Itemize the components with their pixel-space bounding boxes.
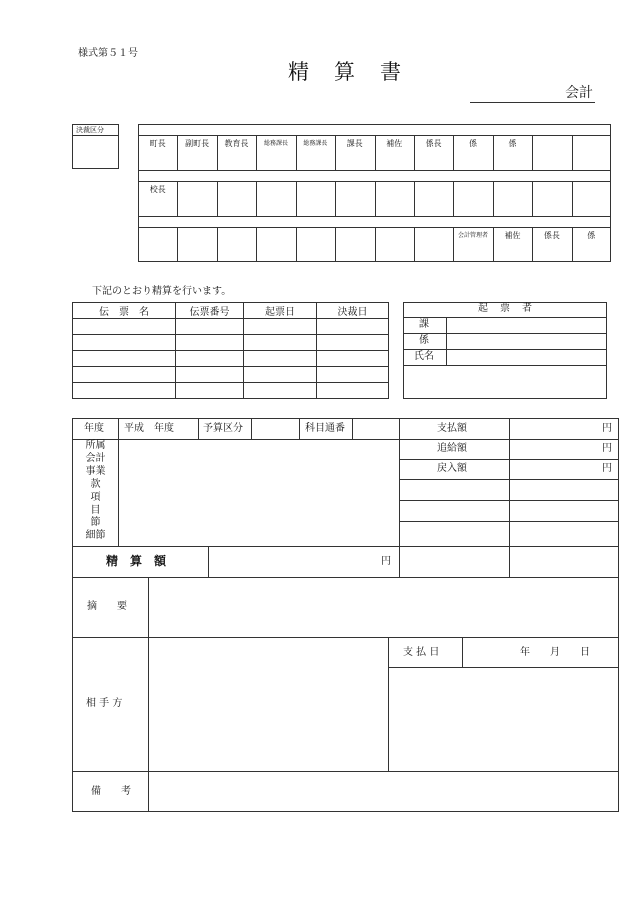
account-label: 款 [90,478,101,490]
approval-title: 総務課長 [263,140,288,147]
account-label: 目 [90,504,101,516]
intro-text: 下記のとおり精算を行います。 [92,286,232,297]
decision-date-header: 決裁日 [317,303,389,319]
approval-title: 係 [469,139,478,148]
budget-category-label: 予算区分 [203,423,243,434]
approval-title: 会計管理者 [458,232,489,239]
account-serial-label: 科目通番 [305,423,345,434]
accounting-underline [470,102,595,103]
issuer-section-field[interactable] [447,318,606,333]
refund-label: 戻入額 [437,463,467,474]
voucher-number-header: 伝票番号 [176,303,244,319]
issuer-section-label: 課 [419,319,429,330]
voucher-header-row [73,303,389,319]
approval-title-principal: 校長 [149,185,166,194]
table-row [73,367,389,383]
table-row [73,335,389,351]
remarks-label: 備 考 [91,786,131,797]
remarks-field[interactable] [149,772,618,811]
account-label: 細節 [85,530,106,542]
additional-payment-label: 追給額 [437,443,467,454]
table-row [73,319,389,335]
issuer-staff-field[interactable] [447,334,606,349]
settlement-amount-field[interactable] [209,547,379,577]
yen-unit: 円 [602,443,612,454]
payment-date-label: 支 払 日 [403,647,440,658]
approval-title: 係 [587,231,596,240]
issuer-name-label: 氏名 [414,351,434,362]
yen-unit: 円 [602,423,612,434]
accounting-label: 会計 [565,85,593,101]
issuer-name-field[interactable] [447,350,606,365]
approval-title: 補佐 [386,139,403,148]
issue-date-header: 起票日 [244,303,317,319]
counterparty-field[interactable] [149,638,387,771]
summary-label: 摘 要 [87,601,127,612]
account-label: 所属 [85,440,106,451]
account-label: 項 [90,491,101,503]
approval-title: 総務課長 [303,140,328,147]
kessai-kubun-label: 決裁区分 [76,126,104,134]
page-title: 精 算 書 [288,60,403,84]
table-row [73,383,389,399]
yen-unit: 円 [381,556,391,567]
approval-title: 課長 [346,139,363,148]
approval-title: 係長 [543,231,560,240]
voucher-name-header: 伝 票 名 [73,303,176,319]
payment-date-value: 年 月 日 [520,647,590,658]
settlement-amount-label: 精 算 額 [106,554,167,568]
counterparty-label: 相 手 方 [86,698,123,709]
approval-title: 補佐 [504,231,521,240]
summary-field[interactable] [149,578,618,637]
approval-title: 係 [508,139,517,148]
approval-title: 副町長 [185,139,210,148]
yen-unit: 円 [602,463,612,474]
account-label: 節 [90,517,101,529]
issuer-header: 起 票 者 [478,303,533,314]
payment-amount-label: 支払額 [437,423,467,434]
nendo-label: 年度 [84,423,104,434]
approval-title: 町長 [149,139,166,148]
form-number: 様式第５１号 [78,48,138,59]
account-label: 会計 [85,452,106,464]
heisei-nendo-value: 平成 年度 [124,423,174,434]
voucher-table [72,302,389,399]
issuer-staff-label: 係 [419,335,429,346]
approval-title: 教育長 [224,139,249,148]
approval-title: 係長 [425,139,442,148]
account-labels [73,440,118,543]
table-row [73,351,389,367]
account-label: 事業 [85,465,106,477]
